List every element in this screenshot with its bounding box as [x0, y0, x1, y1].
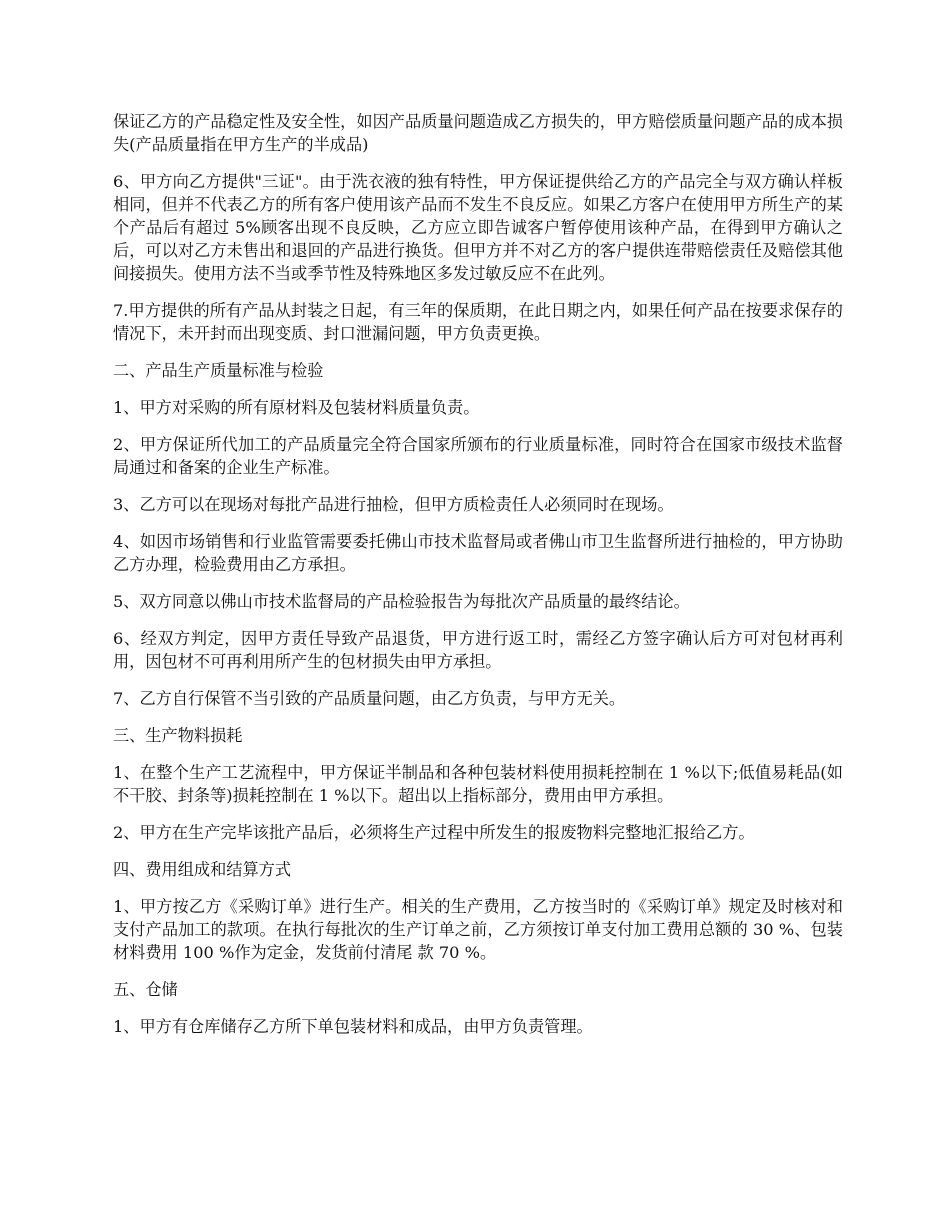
paragraph-quality-6: 6、经双方判定，因甲方责任导致产品退货，甲方进行返工时，需经乙方签字确认后方可对包材再利用，因包材不可再利用所产生的包材损失由甲方承担。	[113, 629, 843, 671]
document-body	[113, 110, 843, 1052]
paragraph-quality-5: 5、双方同意以佛山市技术监督局的产品检验报告为每批次产品质量的最终结论。	[113, 592, 690, 611]
paragraph-storage-1: 1、甲方有仓库储存乙方所下单包装材料和成品，由甲方负责管理。	[113, 1017, 593, 1036]
section-heading-fees-settlement: 四、费用组成和结算方式	[113, 860, 292, 879]
paragraph-fees-1: 1、甲方按乙方《采购订单》进行生产。相关的生产费用，乙方按当时的《采购订单》规定及时核对和支付产品加工的款项。在执行每批次的生产订单之前，乙方须按订单支付加工费用总额的 30 %、包装材料费用 100 %作为定金，发货前付清尾 款 70 %。	[113, 897, 843, 962]
paragraph-quality-1: 1、甲方对采购的所有原材料及包装材料质量负责。	[113, 398, 480, 417]
section-heading-quality-standards: 二、产品生产质量标准与检验	[113, 361, 324, 380]
paragraph-quality-7: 7、乙方自行保管不当引致的产品质量问题，由乙方负责，与甲方无关。	[113, 689, 626, 708]
paragraph-quality-4: 4、如因市场销售和行业监管需要委托佛山市技术监督局或者佛山市卫生监督所进行抽检的，甲方协助乙方办理，检验费用由乙方承担。	[113, 532, 843, 574]
paragraph-clause-6-certificates: 6、甲方向乙方提供"三证"。由于洗衣液的独有特性，甲方保证提供给乙方的产品完全与双方确认样板相同，但并不代表乙方的所有客户使用该产品而不发生不良反应。如果乙方客户在使用甲方所生产的某个产品后有超过 5%顾客出现不良反映，乙方应立即告诚客户暂停使用该种产品，在得到甲方确认之后，可以对乙方未售出和退回的产品进行换货。但甲方并不对乙方的客户提供连带赔偿责任及赔偿其他间接损失。使用方法不当或季节性及特殊地区多发过敏反应不在此列。	[113, 172, 843, 283]
section-heading-material-loss: 三、生产物料损耗	[113, 726, 243, 745]
paragraph-quality-2: 2、甲方保证所代加工的产品质量完全符合国家所颁布的行业质量标准，同时符合在国家市级技术监督局通过和备案的企业生产标准。	[113, 435, 843, 477]
paragraph-loss-2: 2、甲方在生产完毕该批产品后，必须将生产过程中所发生的报废物料完整地汇报给乙方。	[113, 823, 755, 842]
paragraph-clause-7-shelf-life: 7.甲方提供的所有产品从封装之日起，有三年的保质期，在此日期之内，如果任何产品在按要求保存的情况下，未开封而出现变质、封口泄漏问题，甲方负责更换。	[113, 301, 843, 343]
paragraph-loss-1: 1、在整个生产工艺流程中，甲方保证半制品和各种包装材料使用损耗控制在 1 %以下;低值易耗品(如不干胶、封条等)损耗控制在 1 %以下。超出以上指标部分，费用由甲方承担。	[113, 763, 843, 805]
paragraph-quality-3: 3、乙方可以在现场对每批产品进行抽检，但甲方质检责任人必须同时在现场。	[113, 495, 674, 514]
paragraph-product-stability: 保证乙方的产品稳定性及安全性，如因产品质量问题造成乙方损失的，甲方赔偿质量问题产品的成本损失(产品质量指在甲方生产的半成品)	[113, 112, 843, 154]
section-heading-storage: 五、仓储	[113, 980, 178, 999]
